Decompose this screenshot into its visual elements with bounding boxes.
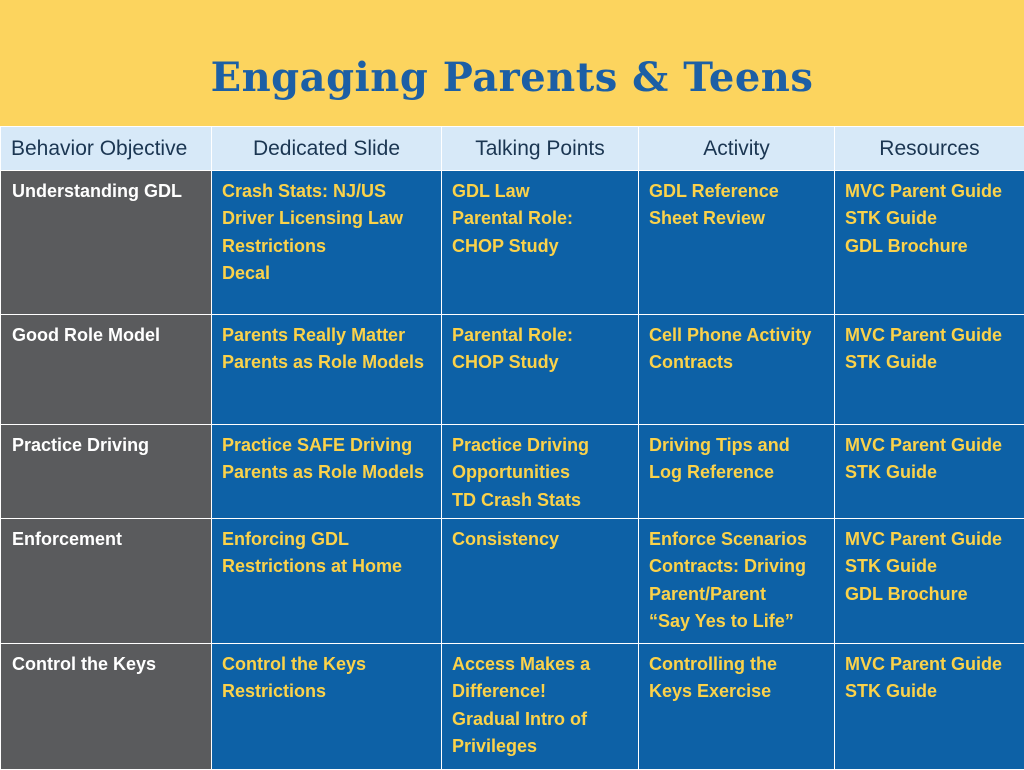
cell-line: Parental Role: — [452, 205, 634, 232]
cell-line: Practice Driving — [452, 432, 634, 459]
cell-line: STK Guide — [845, 349, 1020, 376]
objective-text: Good Role Model — [12, 322, 207, 349]
table-row — [1, 315, 1024, 425]
cell-line: Enforcing GDL — [222, 526, 437, 553]
cell-line: Parents as Role Models — [222, 459, 437, 486]
cell-line: Crash Stats: NJ/US — [222, 178, 437, 205]
objective-text: Control the Keys — [12, 651, 207, 678]
cell-line: Restrictions — [222, 233, 437, 260]
cell-line: Contracts: Driving — [649, 553, 830, 580]
cell-line: GDL Brochure — [845, 581, 1020, 608]
table-row — [1, 425, 1024, 519]
cell-line: Gradual Intro of — [452, 706, 634, 733]
objective-cell — [1, 315, 212, 425]
cell-line: GDL Brochure — [845, 233, 1020, 260]
cell-line: TD Crash Stats — [452, 487, 634, 514]
header-resources: Resources — [835, 127, 1024, 171]
objective-cell — [1, 171, 212, 315]
cell-line: MVC Parent Guide — [845, 526, 1020, 553]
objective-cell — [1, 519, 212, 644]
objective-cell — [1, 425, 212, 519]
activity-cell — [639, 171, 835, 315]
cell-line: “Say Yes to Life” — [649, 608, 830, 635]
dedicated-slide-cell — [212, 315, 442, 425]
cell-line: Parent/Parent — [649, 581, 830, 608]
cell-line: Opportunities — [452, 459, 634, 486]
cell-line: Restrictions at Home — [222, 553, 437, 580]
activity-cell — [639, 644, 835, 770]
cell-line: Parents Really Matter — [222, 322, 437, 349]
activity-cell — [639, 315, 835, 425]
cell-line: STK Guide — [845, 553, 1020, 580]
cell-line: CHOP Study — [452, 349, 634, 376]
cell-line: MVC Parent Guide — [845, 322, 1020, 349]
resources-cell — [835, 315, 1024, 425]
cell-line: Keys Exercise — [649, 678, 830, 705]
cell-line: STK Guide — [845, 678, 1020, 705]
cell-line: Restrictions — [222, 678, 437, 705]
cell-line: Practice SAFE Driving — [222, 432, 437, 459]
cell-line: Contracts — [649, 349, 830, 376]
objectives-table — [0, 126, 1024, 770]
cell-line: Enforce Scenarios — [649, 526, 830, 553]
table-header-row — [1, 127, 1024, 171]
resources-cell — [835, 171, 1024, 315]
header-dedicated-slide: Dedicated Slide — [212, 127, 442, 171]
dedicated-slide-cell — [212, 519, 442, 644]
cell-line: MVC Parent Guide — [845, 651, 1020, 678]
cell-line: GDL Law — [452, 178, 634, 205]
header-talking-points: Talking Points — [442, 127, 639, 171]
cell-line: Control the Keys — [222, 651, 437, 678]
cell-line: Consistency — [452, 526, 634, 553]
activity-cell — [639, 519, 835, 644]
cell-line: Difference! — [452, 678, 634, 705]
table-row — [1, 519, 1024, 644]
cell-line: Cell Phone Activity — [649, 322, 830, 349]
talking-points-cell — [442, 644, 639, 770]
title-band — [0, 0, 1024, 126]
dedicated-slide-cell — [212, 644, 442, 770]
page-title: Engaging Parents & Teens — [0, 52, 1024, 104]
resources-cell — [835, 644, 1024, 770]
cell-line: Access Makes a — [452, 651, 634, 678]
header-activity: Activity — [639, 127, 835, 171]
cell-line: STK Guide — [845, 459, 1020, 486]
cell-line: Sheet Review — [649, 205, 830, 232]
cell-line: CHOP Study — [452, 233, 634, 260]
dedicated-slide-cell — [212, 171, 442, 315]
resources-cell — [835, 425, 1024, 519]
cell-line: MVC Parent Guide — [845, 178, 1020, 205]
header-behavior-objective: Behavior Objective — [1, 127, 212, 171]
talking-points-cell — [442, 315, 639, 425]
cell-line: GDL Reference — [649, 178, 830, 205]
cell-line: STK Guide — [845, 205, 1020, 232]
cell-line: Driver Licensing Law — [222, 205, 437, 232]
resources-cell — [835, 519, 1024, 644]
cell-line: Controlling the — [649, 651, 830, 678]
table-row — [1, 644, 1024, 770]
cell-line: Privileges — [452, 733, 634, 760]
objective-text: Enforcement — [12, 526, 207, 553]
table-row — [1, 171, 1024, 315]
dedicated-slide-cell — [212, 425, 442, 519]
cell-line: Log Reference — [649, 459, 830, 486]
objective-text: Practice Driving — [12, 432, 207, 459]
cell-line: Parental Role: — [452, 322, 634, 349]
cell-line: MVC Parent Guide — [845, 432, 1020, 459]
talking-points-cell — [442, 171, 639, 315]
cell-line: Decal — [222, 260, 437, 287]
talking-points-cell — [442, 519, 639, 644]
objective-cell — [1, 644, 212, 770]
objective-text: Understanding GDL — [12, 178, 207, 205]
cell-line: Parents as Role Models — [222, 349, 437, 376]
cell-line: Driving Tips and — [649, 432, 830, 459]
talking-points-cell — [442, 425, 639, 519]
activity-cell — [639, 425, 835, 519]
